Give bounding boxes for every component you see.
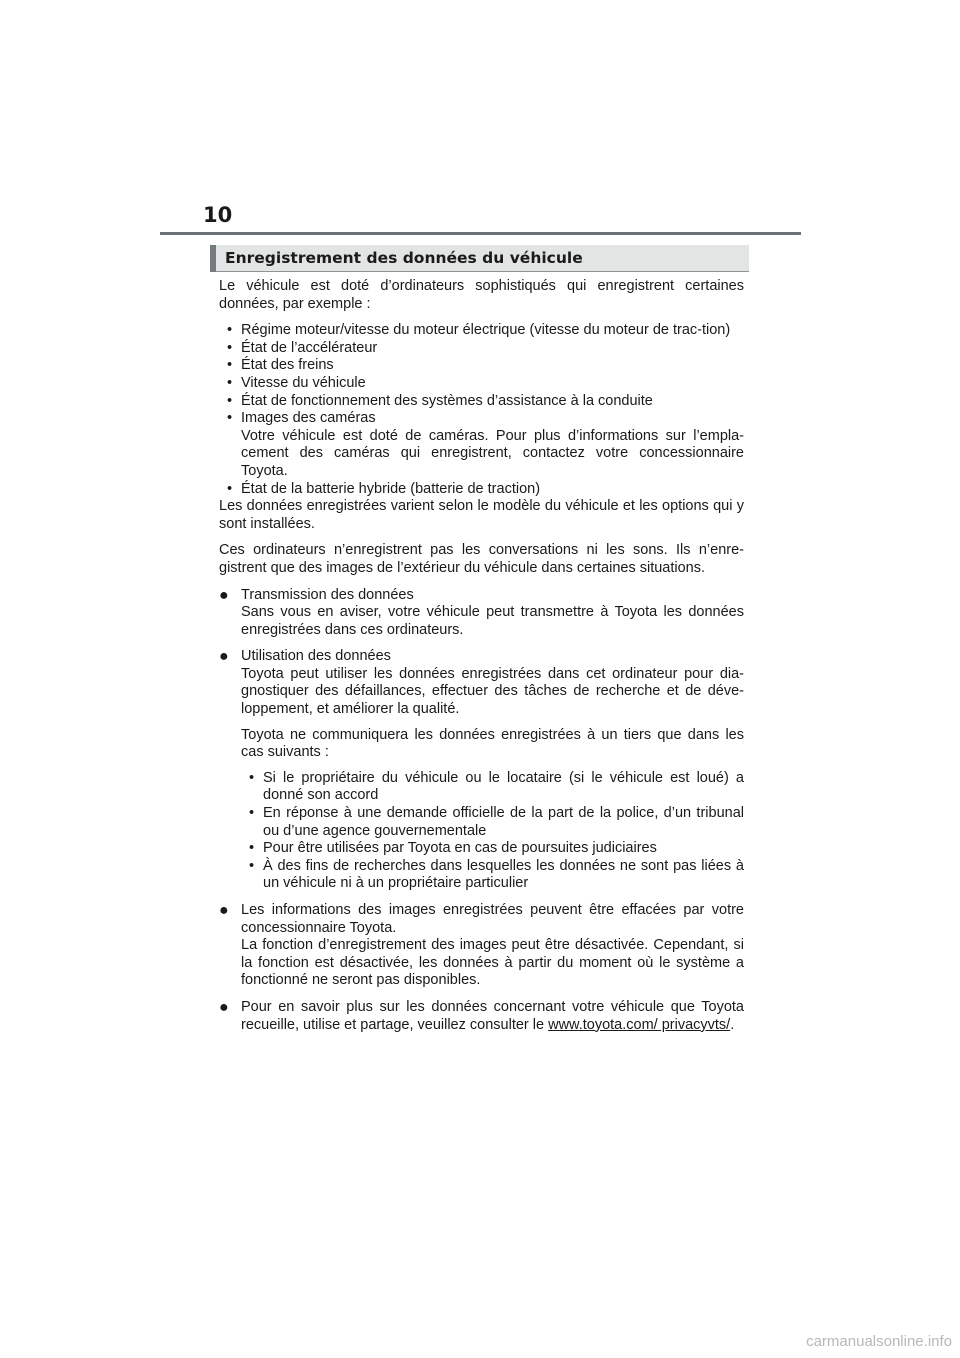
section-header: [210, 245, 749, 272]
intro-paragraph: Le véhicule est doté d’ordinateurs sophistiqués qui enregistrent certaines données, par exemple :: [219, 278, 744, 312]
circle-bullet-icon: ●: [219, 998, 229, 1016]
camera-note: Votre véhicule est doté de caméras. Pour plus d’informations sur l’empla-cement des caméras qui enregistrent, contactez votre concessionnaire Toyota.: [241, 427, 744, 479]
usage-cases-list: [241, 770, 744, 893]
list-item: • Si le propriétaire du véhicule ou le locataire (si le véhicule est loué) a donné son accord: [249, 769, 744, 804]
privacy-link[interactable]: www.toyota.com/ privacyvts/: [548, 1016, 731, 1033]
transmission-title: Transmission des données: [241, 586, 414, 603]
transmission-body: Sans vous en aviser, votre véhicule peut transmettre à Toyota les données enregistrées dans ces ordinateurs.: [241, 604, 744, 638]
circle-bullet-icon: ●: [219, 902, 229, 919]
varies-paragraph: Les données enregistrées varient selon le modèle du véhicule et les options qui y sont installées.: [219, 498, 744, 532]
list-item: • En réponse à une demande officielle de la part de la police, d’un tribunal ou d’une agence gouvernementale: [249, 805, 744, 839]
header-rule: [160, 232, 801, 235]
circle-bullet-icon: ●: [219, 586, 229, 604]
no-audio-paragraph: Ces ordinateurs n’enregistrent pas les conversations ni les sons. Ils n’enre-gistrent que des images de l’extérieur du véhicule dans certaines situations.: [219, 542, 744, 576]
content: [219, 278, 744, 1043]
usage-title: Utilisation des données: [241, 648, 391, 665]
list-item: • État de fonctionnement des systèmes d’assistance à la conduite: [227, 392, 653, 409]
erase-section: [219, 902, 744, 990]
more-info-text: Pour en savoir plus sur les données concernant votre véhicule que Toyota recueille, utilise et partage, veuillez consulter le www.toyota.com/ privacyvts/.: [241, 998, 744, 1033]
usage-body: Toyota peut utiliser les données enregistrées dans cet ordinateur pour dia-gnostiquer des défaillances, effectuer des tâches de recherche et de déve-loppement, et améliorer la qualité.: [241, 665, 744, 718]
circle-bullet-icon: ●: [219, 648, 229, 666]
page-number: 10: [203, 203, 233, 227]
list-item: • État des freins: [227, 357, 334, 374]
section-title: Enregistrement des données du véhicule: [225, 249, 583, 267]
more-info-section: [219, 999, 744, 1034]
erase-body: La fonction d’enregistrement des images peut être désactivée. Cependant, si la fonction est désactivée, les données à partir du moment où le système a fonctionné ne seront pas disponibles.: [241, 937, 744, 989]
list-item: • État de la batterie hybride (batterie de traction): [227, 480, 541, 497]
list-item: • Images des caméras Votre véhicule est doté de caméras. Pour plus d’informations sur l’empla-cement des caméras qui enregistrent, contactez votre concessionnaire Toyota.: [227, 410, 744, 479]
list-item: • Vitesse du véhicule: [227, 374, 366, 391]
data-items-list: [219, 322, 744, 498]
erase-title: Les informations des images enregistrées peuvent être effacées par votre concessionnaire Toyota.: [241, 902, 744, 936]
list-item: • Régime moteur/vitesse du moteur électrique (vitesse du moteur de trac-tion): [227, 322, 731, 339]
list-item: • État de l’accélérateur: [227, 339, 378, 356]
transmission-section: [219, 587, 744, 640]
list-item: • À des fins de recherches dans lesquelles les données ne sont pas liées à un véhicule ni à un propriétaire particulier: [249, 857, 744, 892]
usage-section: [219, 648, 744, 893]
usage-body-2: Toyota ne communiquera les données enregistrées à un tiers que dans les cas suivants :: [241, 726, 744, 761]
watermark: carmanualsonline.info: [806, 1333, 952, 1350]
list-item: • Pour être utilisées par Toyota en cas de poursuites judiciaires: [249, 840, 657, 857]
section-header-accent-bar: [210, 245, 216, 272]
